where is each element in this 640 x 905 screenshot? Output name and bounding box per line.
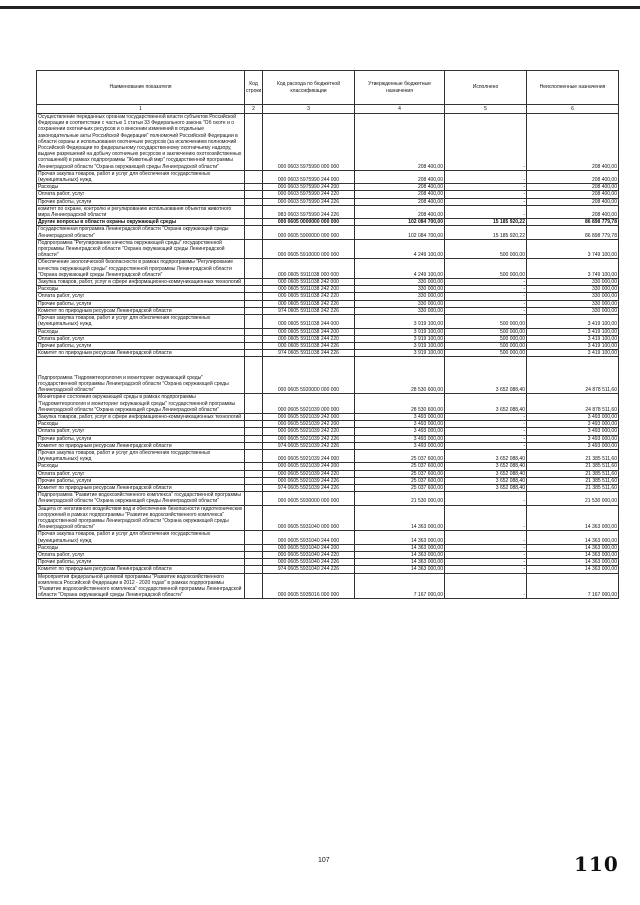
row-line-code [245, 307, 263, 314]
row-executed: 500 000,00 [445, 239, 527, 259]
row-name: Подпрограмма "Гидрометеорология и мониторинг окружающей среды" государственной программы Ленинградской области "Охрана окружающей среды Ленинградской области" [37, 357, 245, 394]
top-border-line [0, 6, 640, 9]
col-number: 1 [37, 105, 245, 114]
row-remaining: 330 000,00 [527, 307, 619, 314]
row-executed: - [445, 205, 527, 218]
header-remaining: Неисполненные назначения [527, 71, 619, 105]
row-name: Расходы [37, 544, 245, 551]
row-line-code [245, 566, 263, 573]
row-name: Закупка товаров, работ, услуг в сфере информационно-коммуникационных технологий [37, 413, 245, 420]
row-budget-code: 000 0605 5911038 244 200 [263, 328, 355, 335]
row-name: Мероприятия федеральной целевой программы "Развитие водохозяйственного комплекса Российской Федерации в 2012 - 2020 годах" в рамках подпрограммы "Развитие водохозяйственного комплекса" государственной программы Ленинградской области "Охрана окружающей среды Ленинградской области" [37, 573, 245, 599]
row-executed: - [445, 492, 527, 505]
row-approved: 28 530 600,00 [355, 394, 445, 414]
row-budget-code: 000 0603 5975990 244 000 [263, 170, 355, 183]
row-remaining: 3 419 100,00 [527, 350, 619, 357]
row-executed: - [445, 573, 527, 599]
row-budget-code: 000 0605 5911038 242 000 [263, 279, 355, 286]
row-name: Расходы [37, 286, 245, 293]
row-line-code [245, 449, 263, 462]
col-number: 6 [527, 105, 619, 114]
row-executed: 15 185 920,22 [445, 226, 527, 239]
row-remaining: 7 167 000,00 [527, 573, 619, 599]
row-remaining: 3 749 100,00 [527, 259, 619, 279]
row-remaining: 208 400,00 [527, 198, 619, 205]
row-line-code [245, 226, 263, 239]
row-name: Комитет по природным ресурсам Ленинградской области [37, 442, 245, 449]
row-executed: - [445, 300, 527, 307]
row-line-code [245, 300, 263, 307]
row-executed: - [445, 551, 527, 558]
row-name: Оплата работ, услуг [37, 551, 245, 558]
row-approved: 25 037 600,00 [355, 463, 445, 470]
table-row [37, 413, 619, 420]
row-approved: 25 037 600,00 [355, 484, 445, 491]
row-approved: 3 493 000,00 [355, 428, 445, 435]
row-approved: 3 493 000,00 [355, 421, 445, 428]
table-row [37, 421, 619, 428]
row-name: Оплата работ, услуг [37, 293, 245, 300]
row-line-code [245, 442, 263, 449]
row-remaining: 3 419 100,00 [527, 328, 619, 335]
row-remaining: 21 530 000,00 [527, 492, 619, 505]
row-approved: 14 363 000,00 [355, 505, 445, 531]
row-budget-code: 974 0605 5921039 244 226 [263, 484, 355, 491]
table-row [37, 484, 619, 491]
row-approved: 208 400,00 [355, 170, 445, 183]
row-budget-code: 974 0605 5921039 242 226 [263, 442, 355, 449]
row-approved: 3 493 000,00 [355, 442, 445, 449]
table-row [37, 442, 619, 449]
row-budget-code: 000 0605 5910000 000 000 [263, 239, 355, 259]
row-line-code [245, 170, 263, 183]
row-executed: - [445, 442, 527, 449]
row-name: Оплата работ, услуг [37, 335, 245, 342]
table-row [37, 449, 619, 462]
row-budget-code: 000 0605 5911038 000 000 [263, 259, 355, 279]
row-approved: 3 919 100,00 [355, 315, 445, 328]
row-budget-code: 974 0605 5931040 244 226 [263, 566, 355, 573]
row-executed: - [445, 428, 527, 435]
header-line-code: Код строки [245, 71, 263, 105]
row-remaining: 3 419 100,00 [527, 342, 619, 349]
row-executed: 3 652 088,40 [445, 484, 527, 491]
row-budget-code: 983 0603 5975990 244 226 [263, 205, 355, 218]
table-row [37, 505, 619, 531]
row-name: Комитет по природным ресурсам Ленинградской области [37, 484, 245, 491]
table-row [37, 226, 619, 239]
row-approved: 330 000,00 [355, 300, 445, 307]
row-name: Оплата работ, услуг [37, 191, 245, 198]
row-name: Прочая закупка товаров, работ и услуг для обеспечения государственных (муниципальных) нужд [37, 449, 245, 462]
row-line-code [245, 573, 263, 599]
table-row [37, 259, 619, 279]
table-row [37, 342, 619, 349]
row-budget-code: 000 0605 5921039 244 200 [263, 463, 355, 470]
row-budget-code: 000 0605 5921039 242 200 [263, 421, 355, 428]
row-executed: - [445, 191, 527, 198]
row-budget-code: 000 0603 5975990 244 200 [263, 184, 355, 191]
row-budget-code: 000 0603 5975990 000 000 [263, 114, 355, 171]
row-name: Подпрограмма "Регулирование качества окружающей среды" государственной программы Ленинградской области "Охрана окружающей среды Ленинградской области" [37, 239, 245, 259]
row-line-code [245, 559, 263, 566]
table-row [37, 357, 619, 394]
row-approved: 208 400,00 [355, 184, 445, 191]
row-budget-code: 000 0605 5911038 242 200 [263, 286, 355, 293]
table-row [37, 191, 619, 198]
row-budget-code: 000 0605 5931040 244 200 [263, 544, 355, 551]
row-executed: - [445, 413, 527, 420]
table-row [37, 335, 619, 342]
row-executed: - [445, 114, 527, 171]
row-executed: - [445, 566, 527, 573]
row-approved: 330 000,00 [355, 279, 445, 286]
row-line-code [245, 531, 263, 544]
row-executed: 3 652 088,40 [445, 470, 527, 477]
row-budget-code: 000 0605 5921039 244 220 [263, 470, 355, 477]
row-line-code [245, 428, 263, 435]
row-approved: 14 363 000,00 [355, 559, 445, 566]
row-budget-code: 000 0605 5911038 244 226 [263, 342, 355, 349]
row-approved: 330 000,00 [355, 286, 445, 293]
table-row [37, 184, 619, 191]
row-budget-code: 000 0605 5911038 242 220 [263, 293, 355, 300]
row-approved: 330 000,00 [355, 307, 445, 314]
row-line-code [245, 463, 263, 470]
row-budget-code: 000 0605 5921039 244 226 [263, 477, 355, 484]
row-name: Расходы [37, 328, 245, 335]
row-budget-code: 000 0603 5975990 244 220 [263, 191, 355, 198]
row-budget-code: 000 0605 5921039 244 000 [263, 449, 355, 462]
row-name: Оплата работ, услуг [37, 428, 245, 435]
row-remaining: 86 898 779,78 [527, 226, 619, 239]
row-budget-code: 974 0605 5911038 244 226 [263, 350, 355, 357]
row-line-code [245, 394, 263, 414]
row-budget-code: 000 0605 5931040 000 000 [263, 505, 355, 531]
row-executed: 500 000,00 [445, 335, 527, 342]
row-line-code [245, 421, 263, 428]
row-executed: 3 652 088,40 [445, 394, 527, 414]
table-row [37, 315, 619, 328]
row-line-code [245, 335, 263, 342]
col-number: 3 [263, 105, 355, 114]
row-line-code [245, 492, 263, 505]
row-name: Прочие работы, услуги [37, 300, 245, 307]
row-approved: 3 493 000,00 [355, 413, 445, 420]
row-budget-code: 000 0603 5975990 244 226 [263, 198, 355, 205]
row-name: Другие вопросы в области охраны окружающей среды [37, 219, 245, 226]
row-budget-code: 000 0605 5931040 244 000 [263, 531, 355, 544]
table-row [37, 170, 619, 183]
row-approved: 3 493 000,00 [355, 435, 445, 442]
row-approved: 14 363 000,00 [355, 551, 445, 558]
col-number: 5 [445, 105, 527, 114]
row-budget-code: 000 0605 5935016 000 000 [263, 573, 355, 599]
row-budget-code: 000 0605 5931040 244 226 [263, 559, 355, 566]
row-approved: 14 363 000,00 [355, 544, 445, 551]
table-row [37, 239, 619, 259]
row-name: Оплата работ, услуг [37, 470, 245, 477]
row-executed: - [445, 531, 527, 544]
table-row [37, 566, 619, 573]
row-line-code [245, 357, 263, 394]
row-executed: 3 652 088,40 [445, 449, 527, 462]
row-remaining: 3 493 000,00 [527, 435, 619, 442]
table-row [37, 551, 619, 558]
column-number-row [37, 105, 619, 114]
row-executed: 15 185 920,22 [445, 219, 527, 226]
row-line-code [245, 328, 263, 335]
row-approved: 3 919 100,00 [355, 350, 445, 357]
row-budget-code: 000 0605 5921039 242 000 [263, 413, 355, 420]
row-executed: - [445, 559, 527, 566]
row-budget-code: 000 0605 5911038 244 000 [263, 315, 355, 328]
row-name: Прочие работы, услуги [37, 559, 245, 566]
row-executed: - [445, 279, 527, 286]
row-remaining: 21 385 511,60 [527, 477, 619, 484]
row-executed: - [445, 307, 527, 314]
row-remaining: 21 385 511,60 [527, 463, 619, 470]
row-approved: 7 167 000,00 [355, 573, 445, 599]
table-row [37, 307, 619, 314]
row-executed: 3 652 088,40 [445, 357, 527, 394]
row-remaining: 208 400,00 [527, 205, 619, 218]
header-approved: Утвержденные бюджетные назначения [355, 71, 445, 105]
row-remaining: 3 419 100,00 [527, 315, 619, 328]
table-row [37, 470, 619, 477]
row-remaining: 14 363 000,00 [527, 544, 619, 551]
table-row [37, 531, 619, 544]
row-line-code [245, 114, 263, 171]
row-line-code [245, 350, 263, 357]
row-budget-code: 000 0605 5930000 000 000 [263, 492, 355, 505]
table-row [37, 205, 619, 218]
row-executed: - [445, 198, 527, 205]
row-name: Прочие работы, услуги [37, 198, 245, 205]
row-line-code [245, 279, 263, 286]
row-approved: 208 400,00 [355, 191, 445, 198]
row-line-code [245, 184, 263, 191]
row-executed: 500 000,00 [445, 315, 527, 328]
row-remaining: 3 493 000,00 [527, 428, 619, 435]
row-approved: 25 037 600,00 [355, 470, 445, 477]
row-budget-code: 000 0605 5921039 242 226 [263, 435, 355, 442]
row-budget-code: 000 0605 5921039 000 000 [263, 394, 355, 414]
row-name: Закупка товаров, работ, услуг в сфере информационно-коммуникационных технологий [37, 279, 245, 286]
row-name: Прочие работы, услуги [37, 342, 245, 349]
header-row [37, 71, 619, 105]
row-name: Осуществление переданных органам государственной власти субъектов Российской Федерации в соответствии с частью 1 статьи 33 Федерального закона "Об охоте и о сохранении охотничьих ресурсов и о внесении изменений в отдельные законодательные акты Российской Федерации" полномочий Российской Федерации в области охраны и использования охотничьих ресурсов (за исключением полномочий Российской Федерации по федеральному государственному охотничьему надзору, выдаче разрешений на добычу охотничьих ресурсов и заключению охотхозяйственных соглашений) в рамках подпрограммы "Животный мир" государственной программы Ленинградской области "Охрана окружающей среды Ленинградской области" [37, 114, 245, 171]
row-approved: 208 400,00 [355, 198, 445, 205]
header-executed: Исполнено [445, 71, 527, 105]
row-line-code [245, 435, 263, 442]
row-name: Защита от негативного воздействия вод и обеспечение безопасности гидротехнических сооружений в рамках подпрограммы "Развитие водохозяйственного комплекса" государственной программы Ленинградской области "Охрана окружающей среды Ленинградской области" [37, 505, 245, 531]
row-name: Прочая закупка товаров, работ и услуг для обеспечения государственных (муниципальных) нужд [37, 531, 245, 544]
row-remaining: 3 493 000,00 [527, 421, 619, 428]
row-name: Расходы [37, 463, 245, 470]
table-row [37, 198, 619, 205]
row-approved: 4 249 100,00 [355, 259, 445, 279]
table-row [37, 573, 619, 599]
row-approved: 3 919 100,00 [355, 335, 445, 342]
row-name: Комитет по природным ресурсам Ленинградской области [37, 350, 245, 357]
row-approved: 25 037 600,00 [355, 449, 445, 462]
row-remaining: 208 400,00 [527, 114, 619, 171]
row-name: Мониторинг состояния окружающей среды в рамках подпрограммы "Гидрометеорология и мониторинг окружающей среды" государственной программы Ленинградской области "Охрана окружающей среды Ленинградской области" [37, 394, 245, 414]
row-name: Подпрограмма "Развитие водохозяйственного комплекса" государственной программы Ленинградской области "Охрана окружающей среды Ленинградской области" [37, 492, 245, 505]
table-row [37, 394, 619, 414]
row-approved: 14 363 000,00 [355, 566, 445, 573]
row-approved: 102 084 700,00 [355, 226, 445, 239]
row-line-code [245, 505, 263, 531]
row-name: Расходы [37, 184, 245, 191]
row-budget-code: 000 0605 5911038 242 226 [263, 300, 355, 307]
row-remaining: 330 000,00 [527, 300, 619, 307]
table-row [37, 279, 619, 286]
row-remaining: 14 363 000,00 [527, 505, 619, 531]
table-row [37, 350, 619, 357]
row-line-code [245, 484, 263, 491]
row-executed: - [445, 293, 527, 300]
row-executed: 500 000,00 [445, 328, 527, 335]
row-name: Комитет по природным ресурсам Ленинградской области [37, 307, 245, 314]
row-executed: - [445, 505, 527, 531]
row-name: Обеспечение экологической безопасности в рамках подпрограммы "Регулирование качества окружающей среды" государственной программы Ленинградской области "Охрана окружающей среды Ленинградской области" [37, 259, 245, 279]
row-executed: 500 000,00 [445, 259, 527, 279]
row-line-code [245, 219, 263, 226]
row-approved: 208 400,00 [355, 205, 445, 218]
row-remaining: 208 400,00 [527, 170, 619, 183]
row-line-code [245, 551, 263, 558]
row-remaining: 24 878 511,60 [527, 357, 619, 394]
row-budget-code: 000 0605 5911038 244 220 [263, 335, 355, 342]
row-executed: - [445, 435, 527, 442]
row-line-code [245, 259, 263, 279]
col-number: 4 [355, 105, 445, 114]
table-row [37, 293, 619, 300]
row-budget-code: 974 0605 5911038 242 226 [263, 307, 355, 314]
table-row [37, 286, 619, 293]
row-executed: 500 000,00 [445, 342, 527, 349]
row-remaining: 3 419 100,00 [527, 335, 619, 342]
page-number: 107 [318, 857, 330, 864]
row-approved: 330 000,00 [355, 293, 445, 300]
row-line-code [245, 239, 263, 259]
row-remaining: 330 000,00 [527, 279, 619, 286]
row-line-code [245, 198, 263, 205]
row-approved: 14 363 000,00 [355, 531, 445, 544]
row-executed: 3 652 088,40 [445, 463, 527, 470]
row-executed: 500 000,00 [445, 350, 527, 357]
table-row [37, 300, 619, 307]
row-line-code [245, 413, 263, 420]
table-row [37, 428, 619, 435]
table-row [37, 463, 619, 470]
header-budget-code: Код расхода по бюджетной классификации [263, 71, 355, 105]
row-line-code [245, 342, 263, 349]
row-name: Расходы [37, 421, 245, 428]
row-remaining: 330 000,00 [527, 286, 619, 293]
handwritten-page-stamp: 110 [574, 852, 619, 876]
row-line-code [245, 191, 263, 198]
row-budget-code: 000 0605 0000000 000 000 [263, 219, 355, 226]
row-remaining: 24 878 511,60 [527, 394, 619, 414]
row-remaining: 3 749 100,00 [527, 239, 619, 259]
row-name: комитет по охране, контролю и регулированию использования объектов животного мира Ленинградской области [37, 205, 245, 218]
row-remaining: 14 363 000,00 [527, 551, 619, 558]
col-number: 2 [245, 105, 263, 114]
row-remaining: 21 385 511,60 [527, 484, 619, 491]
row-name: Комитет по природным ресурсам Ленинградской области [37, 566, 245, 573]
row-budget-code: 000 0605 5921039 242 220 [263, 428, 355, 435]
table-row [37, 559, 619, 566]
row-name: Прочие работы, услуги [37, 435, 245, 442]
row-remaining: 14 363 000,00 [527, 566, 619, 573]
row-remaining: 21 385 511,60 [527, 449, 619, 462]
row-remaining: 208 400,00 [527, 191, 619, 198]
row-approved: 25 037 600,00 [355, 477, 445, 484]
row-approved: 102 084 700,00 [355, 219, 445, 226]
row-remaining: 14 363 000,00 [527, 531, 619, 544]
budget-table [36, 70, 619, 599]
row-approved: 28 530 600,00 [355, 357, 445, 394]
row-approved: 208 400,00 [355, 114, 445, 171]
row-line-code [245, 470, 263, 477]
row-remaining: 21 385 511,60 [527, 470, 619, 477]
row-budget-code: 000 0605 5931040 244 220 [263, 551, 355, 558]
table-row [37, 219, 619, 226]
row-remaining: 3 493 000,00 [527, 413, 619, 420]
table-row [37, 544, 619, 551]
row-approved: 3 919 100,00 [355, 342, 445, 349]
row-name: Прочая закупка товаров, работ и услуг для обеспечения государственных (муниципальных) нужд [37, 170, 245, 183]
row-line-code [245, 205, 263, 218]
row-budget-code: 000 0605 5900000 000 000 [263, 226, 355, 239]
row-executed: - [445, 544, 527, 551]
row-line-code [245, 293, 263, 300]
table-row [37, 328, 619, 335]
row-line-code [245, 477, 263, 484]
row-executed: - [445, 421, 527, 428]
row-executed: 3 652 088,40 [445, 477, 527, 484]
table-row [37, 114, 619, 171]
row-approved: 21 530 000,00 [355, 492, 445, 505]
row-executed: - [445, 170, 527, 183]
row-approved: 3 919 100,00 [355, 328, 445, 335]
row-remaining: 86 898 779,78 [527, 219, 619, 226]
table-row [37, 477, 619, 484]
table-row [37, 492, 619, 505]
row-remaining: 3 493 000,00 [527, 442, 619, 449]
row-remaining: 330 000,00 [527, 293, 619, 300]
row-name: Прочая закупка товаров, работ и услуг для обеспечения государственных (муниципальных) нужд [37, 315, 245, 328]
row-remaining: 208 400,00 [527, 184, 619, 191]
row-line-code [245, 315, 263, 328]
row-name: Государственная программа Ленинградской области "Охрана окружающей среды Ленинградской области" [37, 226, 245, 239]
row-line-code [245, 286, 263, 293]
budget-execution-report [36, 70, 618, 599]
row-executed: - [445, 184, 527, 191]
row-remaining: 14 363 000,00 [527, 559, 619, 566]
header-name: Наименование показателя [37, 71, 245, 105]
row-approved: 4 249 100,00 [355, 239, 445, 259]
table-row [37, 435, 619, 442]
row-budget-code: 000 0605 5920000 000 000 [263, 357, 355, 394]
row-name: Прочие работы, услуги [37, 477, 245, 484]
row-executed: - [445, 286, 527, 293]
row-line-code [245, 544, 263, 551]
